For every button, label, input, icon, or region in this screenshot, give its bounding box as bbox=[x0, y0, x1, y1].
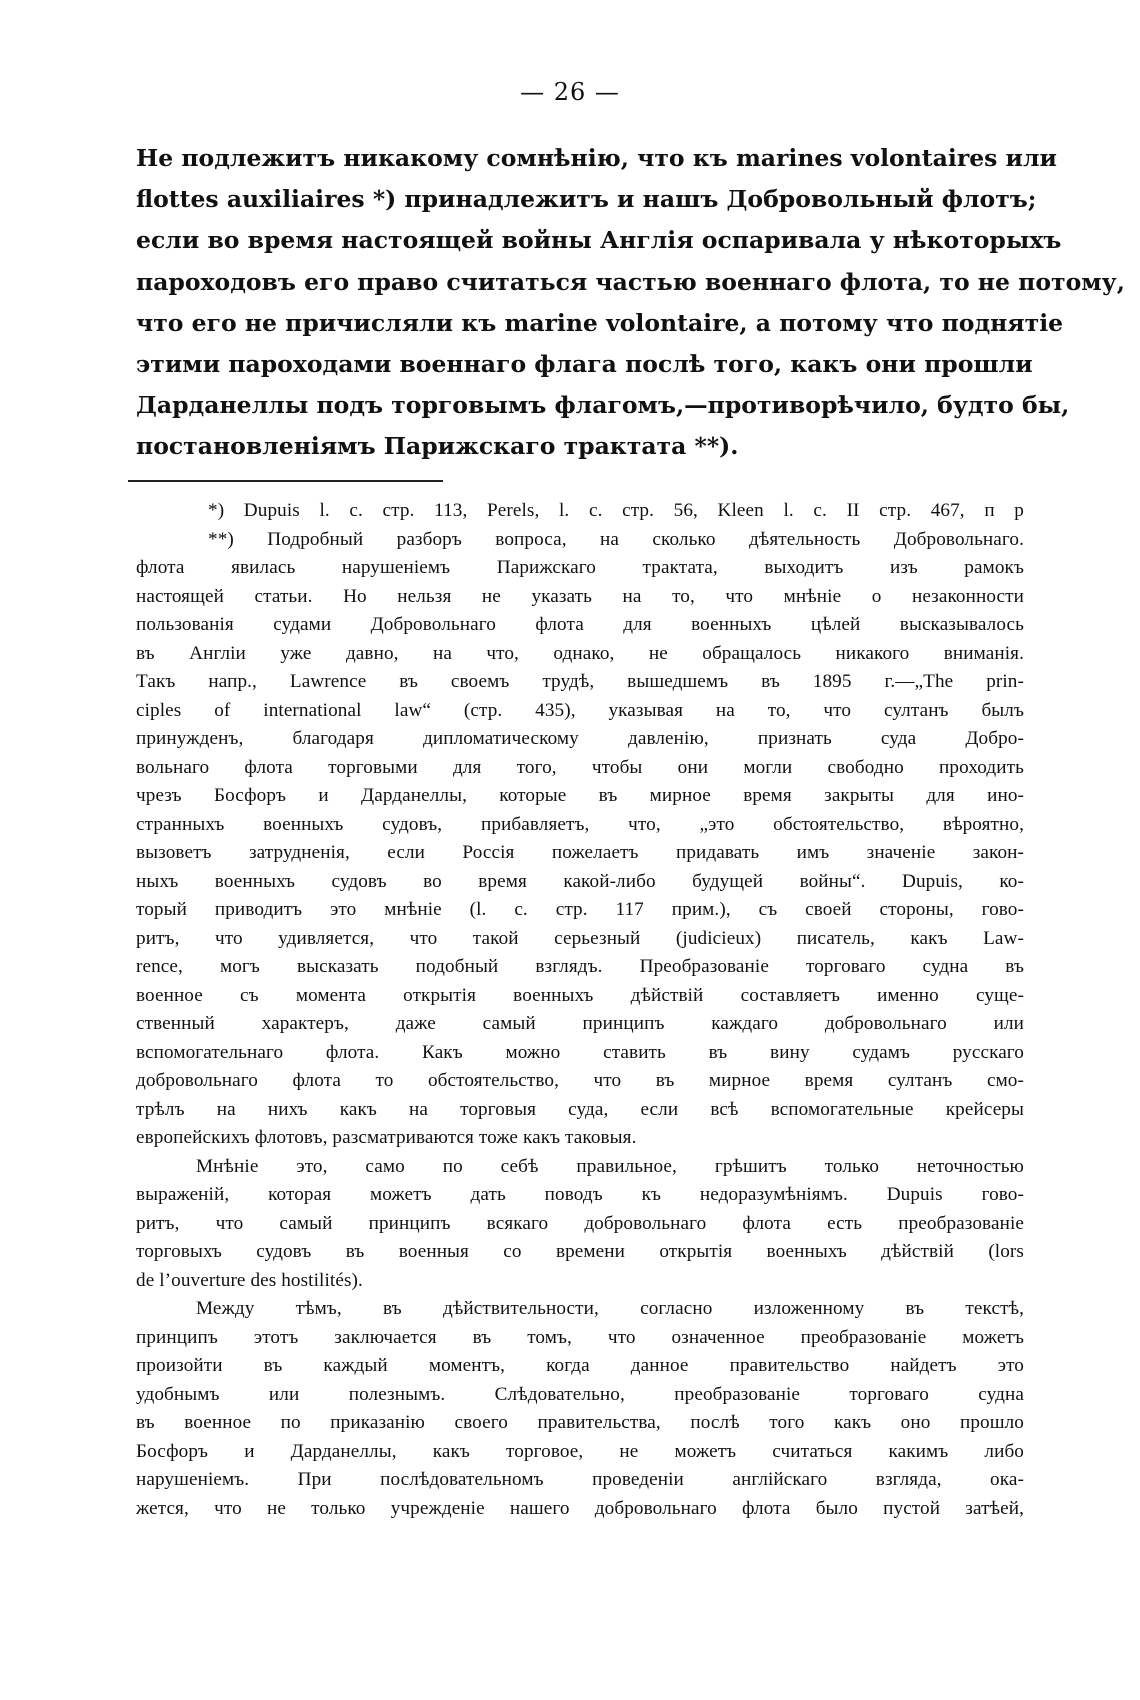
footnote-line: европейскихъ флотовъ, разсматриваются тоже какъ таковыя. bbox=[136, 1127, 637, 1148]
main-text-line: если во время настоящей войны Англія оспаривала у нѣкоторыхъ bbox=[136, 226, 1062, 255]
footnote-line: флота явилась нарушеніемъ Парижскаго трактата, выходитъ изъ рамокъ bbox=[136, 557, 1024, 578]
footnote-line: вспомогательнаго флота. Какъ можно ставить въ вину судамъ русскаго bbox=[136, 1041, 1024, 1063]
footnote-line: ритъ, что самый принципъ всякаго добровольнаго флота есть преобразованіе bbox=[136, 1212, 1024, 1234]
footnote-line: ритъ, что удивляется, что такой серьезный (judicieux) писатель, какъ Law- bbox=[136, 927, 1024, 949]
footnote-line: ныхъ военныхъ судовъ во время какой-либо будущей войны“. Dupuis, ко- bbox=[136, 870, 1024, 892]
footnote-line: Мнѣніе это, само по себѣ правильное, грѣшитъ только неточностью bbox=[196, 1155, 1024, 1177]
footnote-line: выраженій, которая можетъ дать поводъ къ недоразумѣніямъ. Dupuis гово- bbox=[136, 1184, 1024, 1205]
footnote-line: Между тѣмъ, въ дѣйствительности, согласно изложенному въ текстѣ, bbox=[196, 1298, 1024, 1319]
footnote-line: вызоветъ затрудненія, если Россія пожелаетъ придавать имъ значеніе закон- bbox=[136, 842, 1024, 863]
footnote-line: чрезъ Босфоръ и Дарданеллы, которые въ мирное время закрыты для ино- bbox=[136, 785, 1024, 806]
footnote-line: ciples of international law“ (стр. 435), указывая на то, что султанъ былъ bbox=[136, 699, 1024, 721]
main-text-line: что его не причисляли къ marine volontaire, а потому что поднятіе bbox=[136, 308, 1064, 337]
footnote-line: **) Подробный разборъ вопроса, на сколько дѣятельность Добровольнаго. bbox=[208, 528, 1024, 550]
footnote-line: странныхъ военныхъ судовъ, прибавляетъ, что, „это обстоятельство, вѣроятно, bbox=[136, 813, 1024, 835]
footnote-line: жется, что не только учрежденіе нашего добровольнаго флота было пустой затѣей, bbox=[136, 1497, 1024, 1519]
footnote-line: принципъ этотъ заключается въ томъ, что означенное преобразованіе можетъ bbox=[136, 1326, 1024, 1348]
footnote-line: трѣлъ на нихъ какъ на торговыя суда, если всѣ вспомогательные крейсеры bbox=[136, 1098, 1024, 1120]
footnotes-section bbox=[136, 497, 1024, 1523]
main-paragraph bbox=[136, 138, 1125, 468]
main-text-line: Дарданеллы подъ торговымъ флагомъ,—противорѣчило, будто бы, bbox=[136, 391, 1070, 420]
footnote-line: rence, могъ высказать подобный взглядъ. Преобразованіе торговаго судна въ bbox=[136, 956, 1024, 977]
footnote-line: нарушеніемъ. При послѣдовательномъ проведеніи англійскаго взгляда, ока- bbox=[136, 1469, 1024, 1490]
footnote-line: торговыхъ судовъ въ военныя со времени открытія военныхъ дѣйствій (lors bbox=[136, 1241, 1024, 1262]
footnote-line: de l’ouverture des hostilités). bbox=[136, 1269, 363, 1291]
footnote-line: ственный характеръ, даже самый принципъ каждаго добровольнаго или bbox=[136, 1013, 1024, 1034]
footnote-line: торый приводитъ это мнѣніе (l. c. стр. 117 прим.), съ своей стороны, гово- bbox=[136, 899, 1024, 920]
main-text-line: пароходовъ его право считаться частью военнаго флота, то не потому, bbox=[136, 267, 1125, 296]
footnote-line: въ военное по приказанію своего правительства, послѣ того какъ оно прошло bbox=[136, 1412, 1024, 1433]
main-text-line: постановленіямъ Парижскаго трактата **). bbox=[136, 432, 739, 461]
footnote-line: произойти въ каждый моментъ, когда данное правительство найдетъ это bbox=[136, 1355, 1024, 1376]
footnote-divider bbox=[128, 480, 443, 482]
footnote-line: пользованія судами Добровольнаго флота для военныхъ цѣлей высказывалось bbox=[136, 614, 1024, 635]
footnote-line: военное съ момента открытія военныхъ дѣйствій составляетъ именно суще- bbox=[136, 984, 1024, 1006]
main-text-line: этими пароходами военнаго флага послѣ того, какъ они прошли bbox=[136, 350, 1033, 379]
footnote-line: принужденъ, благодаря дипломатическому давленію, признать суда Добро- bbox=[136, 728, 1024, 749]
footnote-line: Босфоръ и Дарданеллы, какъ торговое, не можетъ считаться какимъ либо bbox=[136, 1440, 1024, 1462]
footnote-line: настоящей статьи. Но нельзя не указать на то, что мнѣніе о незаконности bbox=[136, 585, 1024, 607]
footnote-line: удобнымъ или полезнымъ. Слѣдовательно, преобразованіе торговаго судна bbox=[136, 1383, 1024, 1405]
footnote-line: въ Англіи уже давно, на что, однако, не обращалось никакого вниманія. bbox=[136, 642, 1024, 664]
main-text-line: Не подлежитъ никакому сомнѣнію, что къ marines volontaires или bbox=[136, 144, 1057, 172]
main-text-line: flottes auxiliaires *) принадлежитъ и нашъ Добровольный флотъ; bbox=[136, 185, 1037, 214]
footnote-line: *) Dupuis l. c. стр. 113, Perels, l. c. стр. 56, Kleen l. c. II стр. 467, п р bbox=[208, 500, 1024, 521]
footnote-line: вольнаго флота торговыми для того, чтобы они могли свободно проходить bbox=[136, 756, 1024, 778]
page-number: — 26 — bbox=[520, 78, 620, 106]
footnote-line: Такъ напр., Lawrence въ своемъ трудѣ, вышедшемъ въ 1895 г.—„The prin- bbox=[136, 671, 1024, 692]
footnote-line: добровольнаго флота то обстоятельство, что въ мирное время султанъ смо- bbox=[136, 1070, 1024, 1091]
